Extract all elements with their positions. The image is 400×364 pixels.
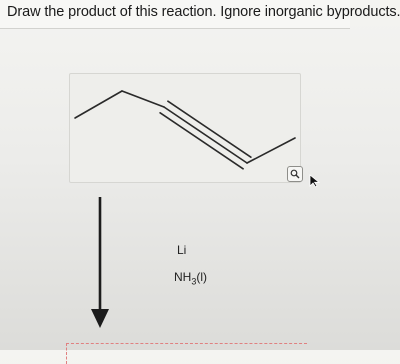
reactant-molecule	[70, 74, 300, 182]
reagent-ammonia-state: (l)	[196, 270, 208, 284]
magnifier-icon	[290, 169, 300, 179]
reagent-ammonia-subscript: 3	[191, 276, 197, 287]
zoom-button[interactable]	[287, 166, 303, 182]
triple-bond-line-3	[160, 113, 243, 169]
mouse-pointer-icon	[309, 174, 321, 188]
reactant-structure-panel	[69, 73, 301, 183]
triple-bond-line-2	[168, 101, 251, 157]
reaction-arrow-down-icon	[90, 195, 110, 330]
reagent-ammonia	[174, 270, 207, 286]
reagent-ammonia-formula: NH	[174, 270, 192, 284]
bond-c5-c6	[247, 138, 295, 163]
question-header	[0, 0, 400, 29]
bond-c2-c3	[122, 91, 164, 107]
question-prompt: Draw the product of this reaction. Ignore inorganic byproducts.	[7, 4, 400, 20]
product-drawing-area[interactable]	[66, 343, 307, 364]
bond-c1-c2	[75, 91, 122, 118]
triple-bond-line-1	[164, 107, 247, 163]
reagent-lithium: Li	[177, 243, 187, 257]
